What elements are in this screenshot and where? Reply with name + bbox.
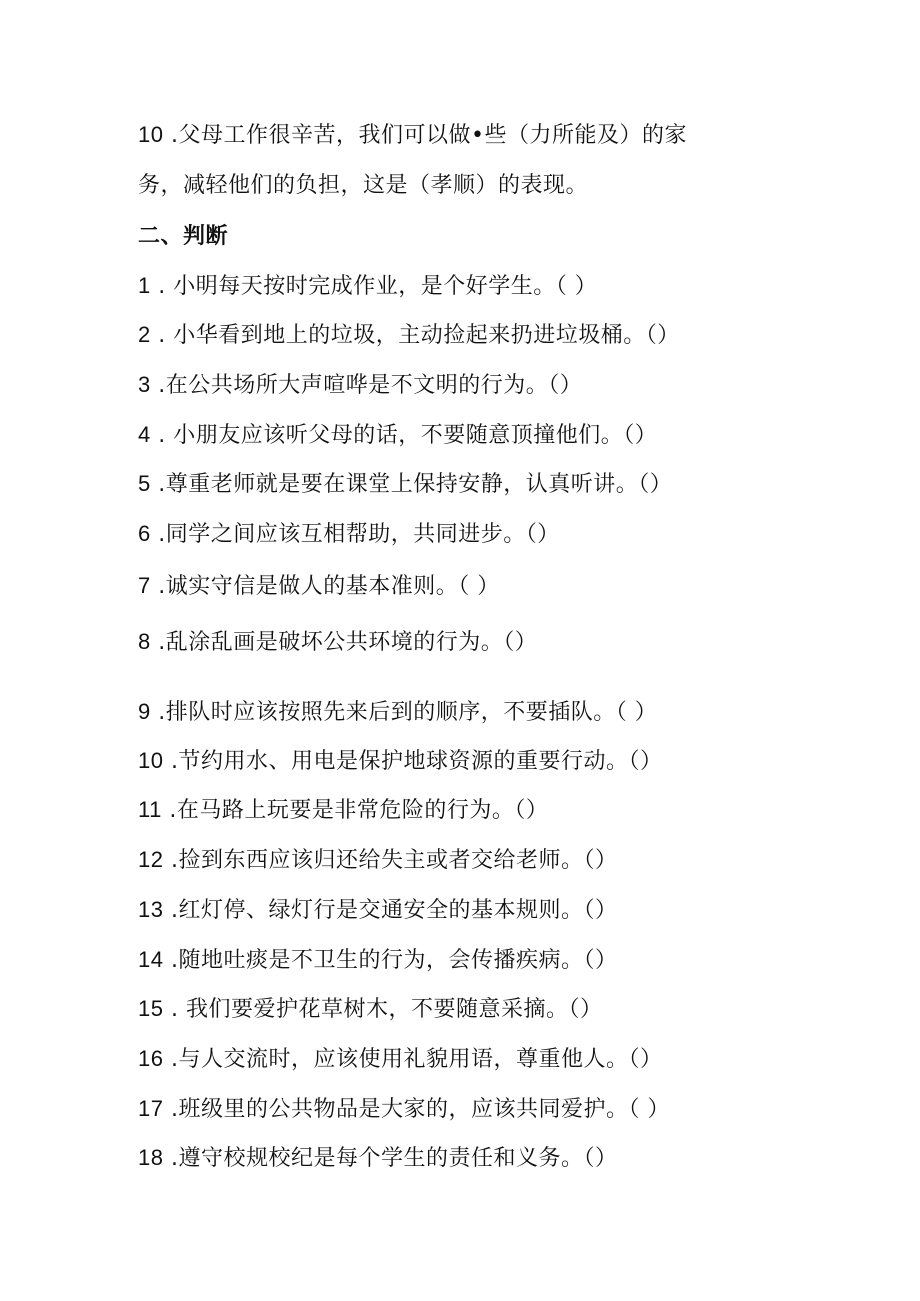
item-number: 8 <box>138 629 151 654</box>
item-text: .与人交流时，应该使用礼貌用语，尊重他人。（） <box>163 1047 663 1072</box>
item-number: 5 <box>138 471 151 496</box>
judgment-item-1 <box>138 271 597 302</box>
item-number: 10 <box>138 122 164 147</box>
item-number: 18 <box>138 1145 164 1170</box>
judgment-item-14 <box>138 945 617 976</box>
judgment-item-18 <box>138 1143 617 1174</box>
judgment-item-4 <box>138 420 657 451</box>
item-text: .班级里的公共物品是大家的，应该共同爱护。（ ） <box>163 1097 670 1122</box>
item-text: . 小明每天按时完成作业，是个好学生。（ ） <box>150 274 598 299</box>
item-number: 7 <box>138 573 151 598</box>
judgment-item-5 <box>138 469 672 500</box>
item-number: 6 <box>138 521 151 546</box>
item-number: 15 <box>138 996 164 1021</box>
item-text: .排队时应该按照先来后到的顺序，不要插队。（ ） <box>150 700 658 725</box>
item-number: 10 <box>138 748 164 773</box>
item-number: 11 <box>138 797 162 822</box>
item-number: 4 <box>138 422 151 447</box>
item-text: 务，减轻他们的负担，这是（孝顺）的表现。 <box>138 173 589 198</box>
item-text: . 我们要爱护花草树木，不要随意采摘。（） <box>163 997 603 1022</box>
judgment-item-16 <box>138 1044 662 1075</box>
fill-in-item-10-line-1 <box>138 120 687 151</box>
item-number: 13 <box>138 897 164 922</box>
item-number: 14 <box>138 947 164 972</box>
item-text: .在公共场所大声喧哗是不文明的行为。（） <box>150 373 583 398</box>
item-number: 16 <box>138 1046 164 1071</box>
item-text: .诚实守信是做人的基本准则。（ ） <box>150 574 500 599</box>
item-text: . 小华看到地上的垃圾，主动捡起来扔进垃圾桶。（） <box>150 323 680 348</box>
judgment-item-11 <box>138 795 548 826</box>
item-text: . 小朋友应该听父母的话，不要随意顶撞他们。（） <box>150 423 658 448</box>
judgment-item-3 <box>138 370 582 401</box>
item-text: .随地吐痰是不卫生的行为，会传播疾病。（） <box>163 948 618 973</box>
judgment-item-6 <box>138 519 560 550</box>
judgment-item-9 <box>138 697 657 728</box>
section-heading: 二、判断 <box>138 224 229 249</box>
judgment-item-12 <box>138 845 617 876</box>
item-text: .同学之间应该互相帮助，共同进步。（） <box>150 522 560 547</box>
item-text: .父母工作很辛苦，我们可以做•些（力所能及）的家 <box>163 123 687 148</box>
judgment-item-17 <box>138 1094 670 1125</box>
item-text: .节约用水、用电是保护地球资源的重要行动。（） <box>163 749 663 774</box>
item-number: 9 <box>138 699 151 724</box>
item-text: .在马路上玩要是非常危险的行为。（） <box>161 798 549 823</box>
item-number: 3 <box>138 372 151 397</box>
item-number: 17 <box>138 1096 164 1121</box>
item-text: .捡到东西应该归还给失主或者交给老师。（） <box>163 848 618 873</box>
judgment-item-8 <box>138 627 537 658</box>
judgment-item-2 <box>138 320 680 351</box>
item-text: .尊重老师就是要在课堂上保持安静，认真听讲。（） <box>150 472 673 497</box>
judgment-item-13 <box>138 895 617 926</box>
item-text: .遵守校规校纪是每个学生的责任和义务。（） <box>163 1146 618 1171</box>
fill-in-item-10-line-2 <box>138 171 588 201</box>
judgment-item-7 <box>138 571 500 602</box>
item-text: .红灯停、绿灯行是交通安全的基本规则。（） <box>163 898 618 923</box>
item-number: 2 <box>138 322 151 347</box>
judgment-item-15 <box>138 994 602 1025</box>
item-number: 12 <box>138 847 164 872</box>
judgment-item-10 <box>138 746 662 777</box>
item-text: .乱涂乱画是破坏公共环境的行为。（） <box>150 630 538 655</box>
item-number: 1 <box>138 273 151 298</box>
